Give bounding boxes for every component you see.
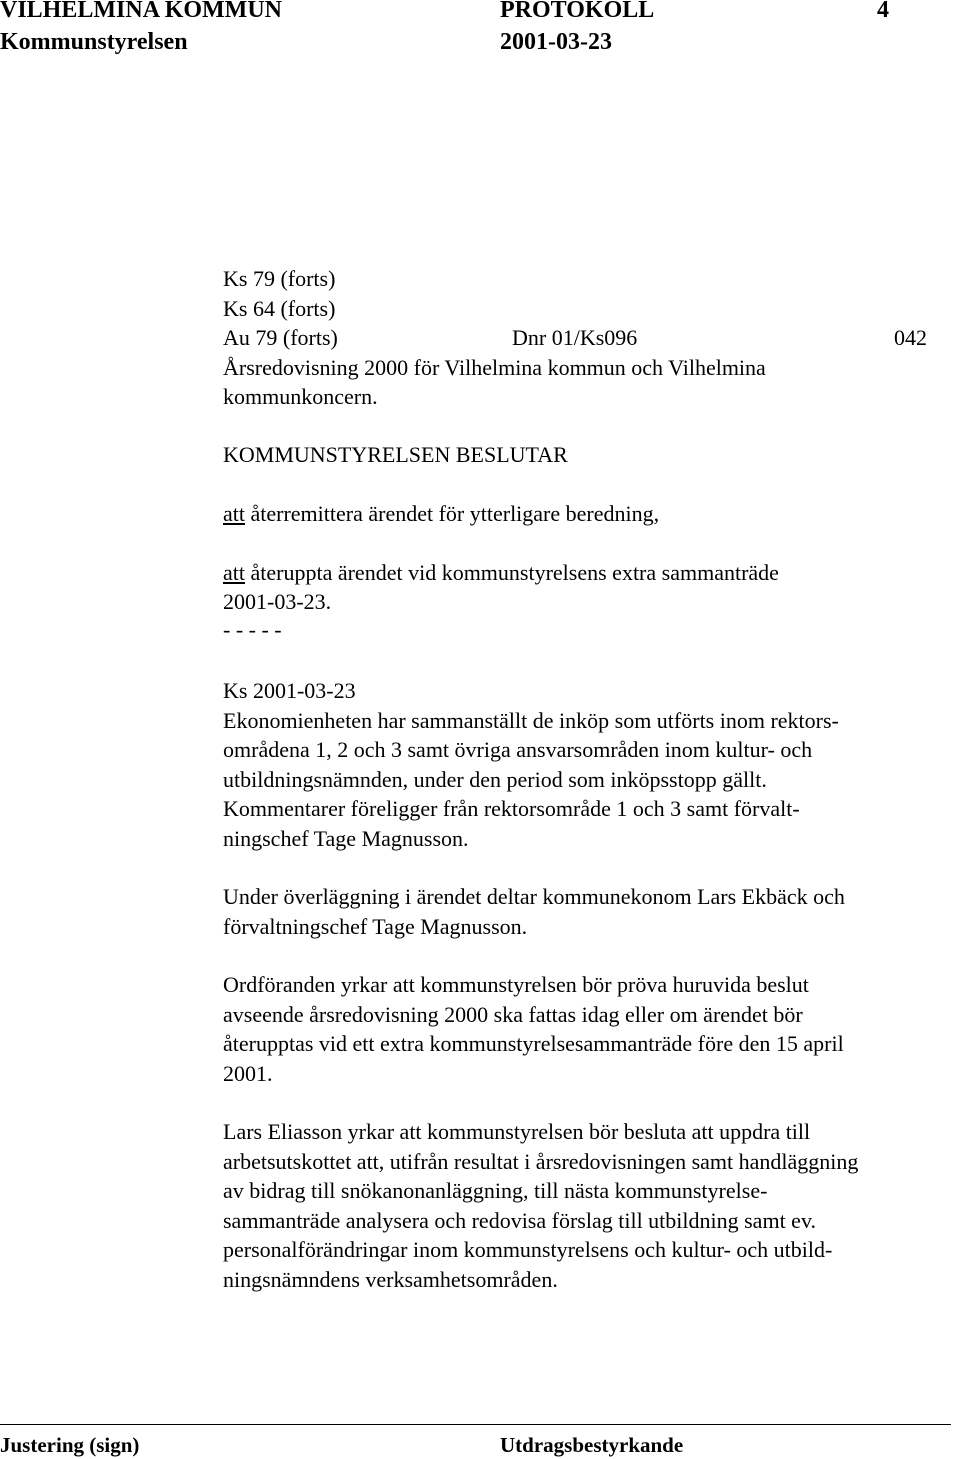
p4-line: personalförändringar inom kommunstyrelsens och kultur- och utbild- (223, 1237, 833, 1262)
header-body: Kommunstyrelsen (0, 29, 188, 55)
header-date: 2001-03-23 (500, 29, 612, 55)
p2-line: Under överläggning i ärendet deltar kommunekonom Lars Ekbäck och (223, 884, 845, 909)
case-ref-2: Ks 64 (forts) (223, 295, 336, 321)
p4-line: arbetsutskottet att, utifrån resultat i årsredovisningen samt handläggning (223, 1148, 859, 1174)
p1-line: utbildningsnämnden, under den period som inköpsstopp gällt. (223, 766, 767, 792)
p3-line: avseende årsredovisning 2000 ska fattas idag eller om ärendet bör (223, 1001, 803, 1027)
header-org: VILHELMINA KOMMUN (0, 0, 282, 23)
case-title-line-2: kommunkoncern. (223, 384, 378, 409)
decision-heading: KOMMUNSTYRELSEN BESLUTAR (223, 442, 568, 467)
p1-line: områdena 1, 2 och 3 samt övriga ansvarsområden inom kultur- och (223, 737, 813, 762)
decision-item-2-line-2: 2001-03-23. (223, 589, 332, 614)
footer-rule (0, 1424, 951, 1425)
decision-item-1 (223, 499, 659, 528)
p3-line: återupptas vid ett extra kommunstyrelsesammanträde före den 15 april (223, 1031, 844, 1056)
decision-item-1-text: återremittera ärendet för ytterligare beredning, (245, 501, 660, 526)
p3-line: Ordföranden yrkar att kommunstyrelsen bör pröva huruvida beslut (223, 972, 809, 997)
decision-item-2-text: återuppta ärendet vid kommunstyrelsens extra sammanträde (245, 560, 779, 585)
decision-item-2 (223, 558, 779, 587)
p4-line: av bidrag till snökanonanläggning, till nästa kommunstyrelse- (223, 1178, 768, 1203)
case-ref-1: Ks 79 (forts) (223, 266, 336, 291)
ks-section-title: Ks 2001-03-23 (223, 678, 356, 703)
p4-line: sammanträde analysera och redovisa förslag till utbildning samt ev. (223, 1207, 817, 1233)
p4-line: ningsnämndens verksamhetsområden. (223, 1266, 558, 1292)
case-code: 042 (894, 325, 927, 350)
separator: - - - - - (223, 617, 282, 642)
case-dnr: Dnr 01/Ks096 (512, 325, 638, 350)
p2-line: förvaltningschef Tage Magnusson. (223, 913, 528, 939)
footer-utdragsbestyrkande: Utdragsbestyrkande (500, 1433, 684, 1457)
p1-line: Kommentarer föreligger från rektorsområde 1 och 3 samt förvalt- (223, 796, 800, 821)
case-title-line-1: Årsredovisning 2000 för Vilhelmina kommun och Vilhelmina (223, 354, 766, 380)
att-keyword: att (223, 501, 245, 526)
att-keyword: att (223, 560, 245, 585)
case-ref-3: Au 79 (forts) (223, 325, 338, 350)
footer-justering: Justering (sign) (0, 1433, 140, 1457)
p4-line: Lars Eliasson yrkar att kommunstyrelsen bör besluta att uppdra till (223, 1119, 811, 1144)
header-page-number: 4 (877, 0, 889, 23)
p1-line: Ekonomienheten har sammanställt de inköp som utförts inom rektors- (223, 707, 839, 733)
p3-line: 2001. (223, 1060, 273, 1086)
p1-line: ningschef Tage Magnusson. (223, 825, 469, 851)
header-doc-type: PROTOKOLL (500, 0, 655, 23)
